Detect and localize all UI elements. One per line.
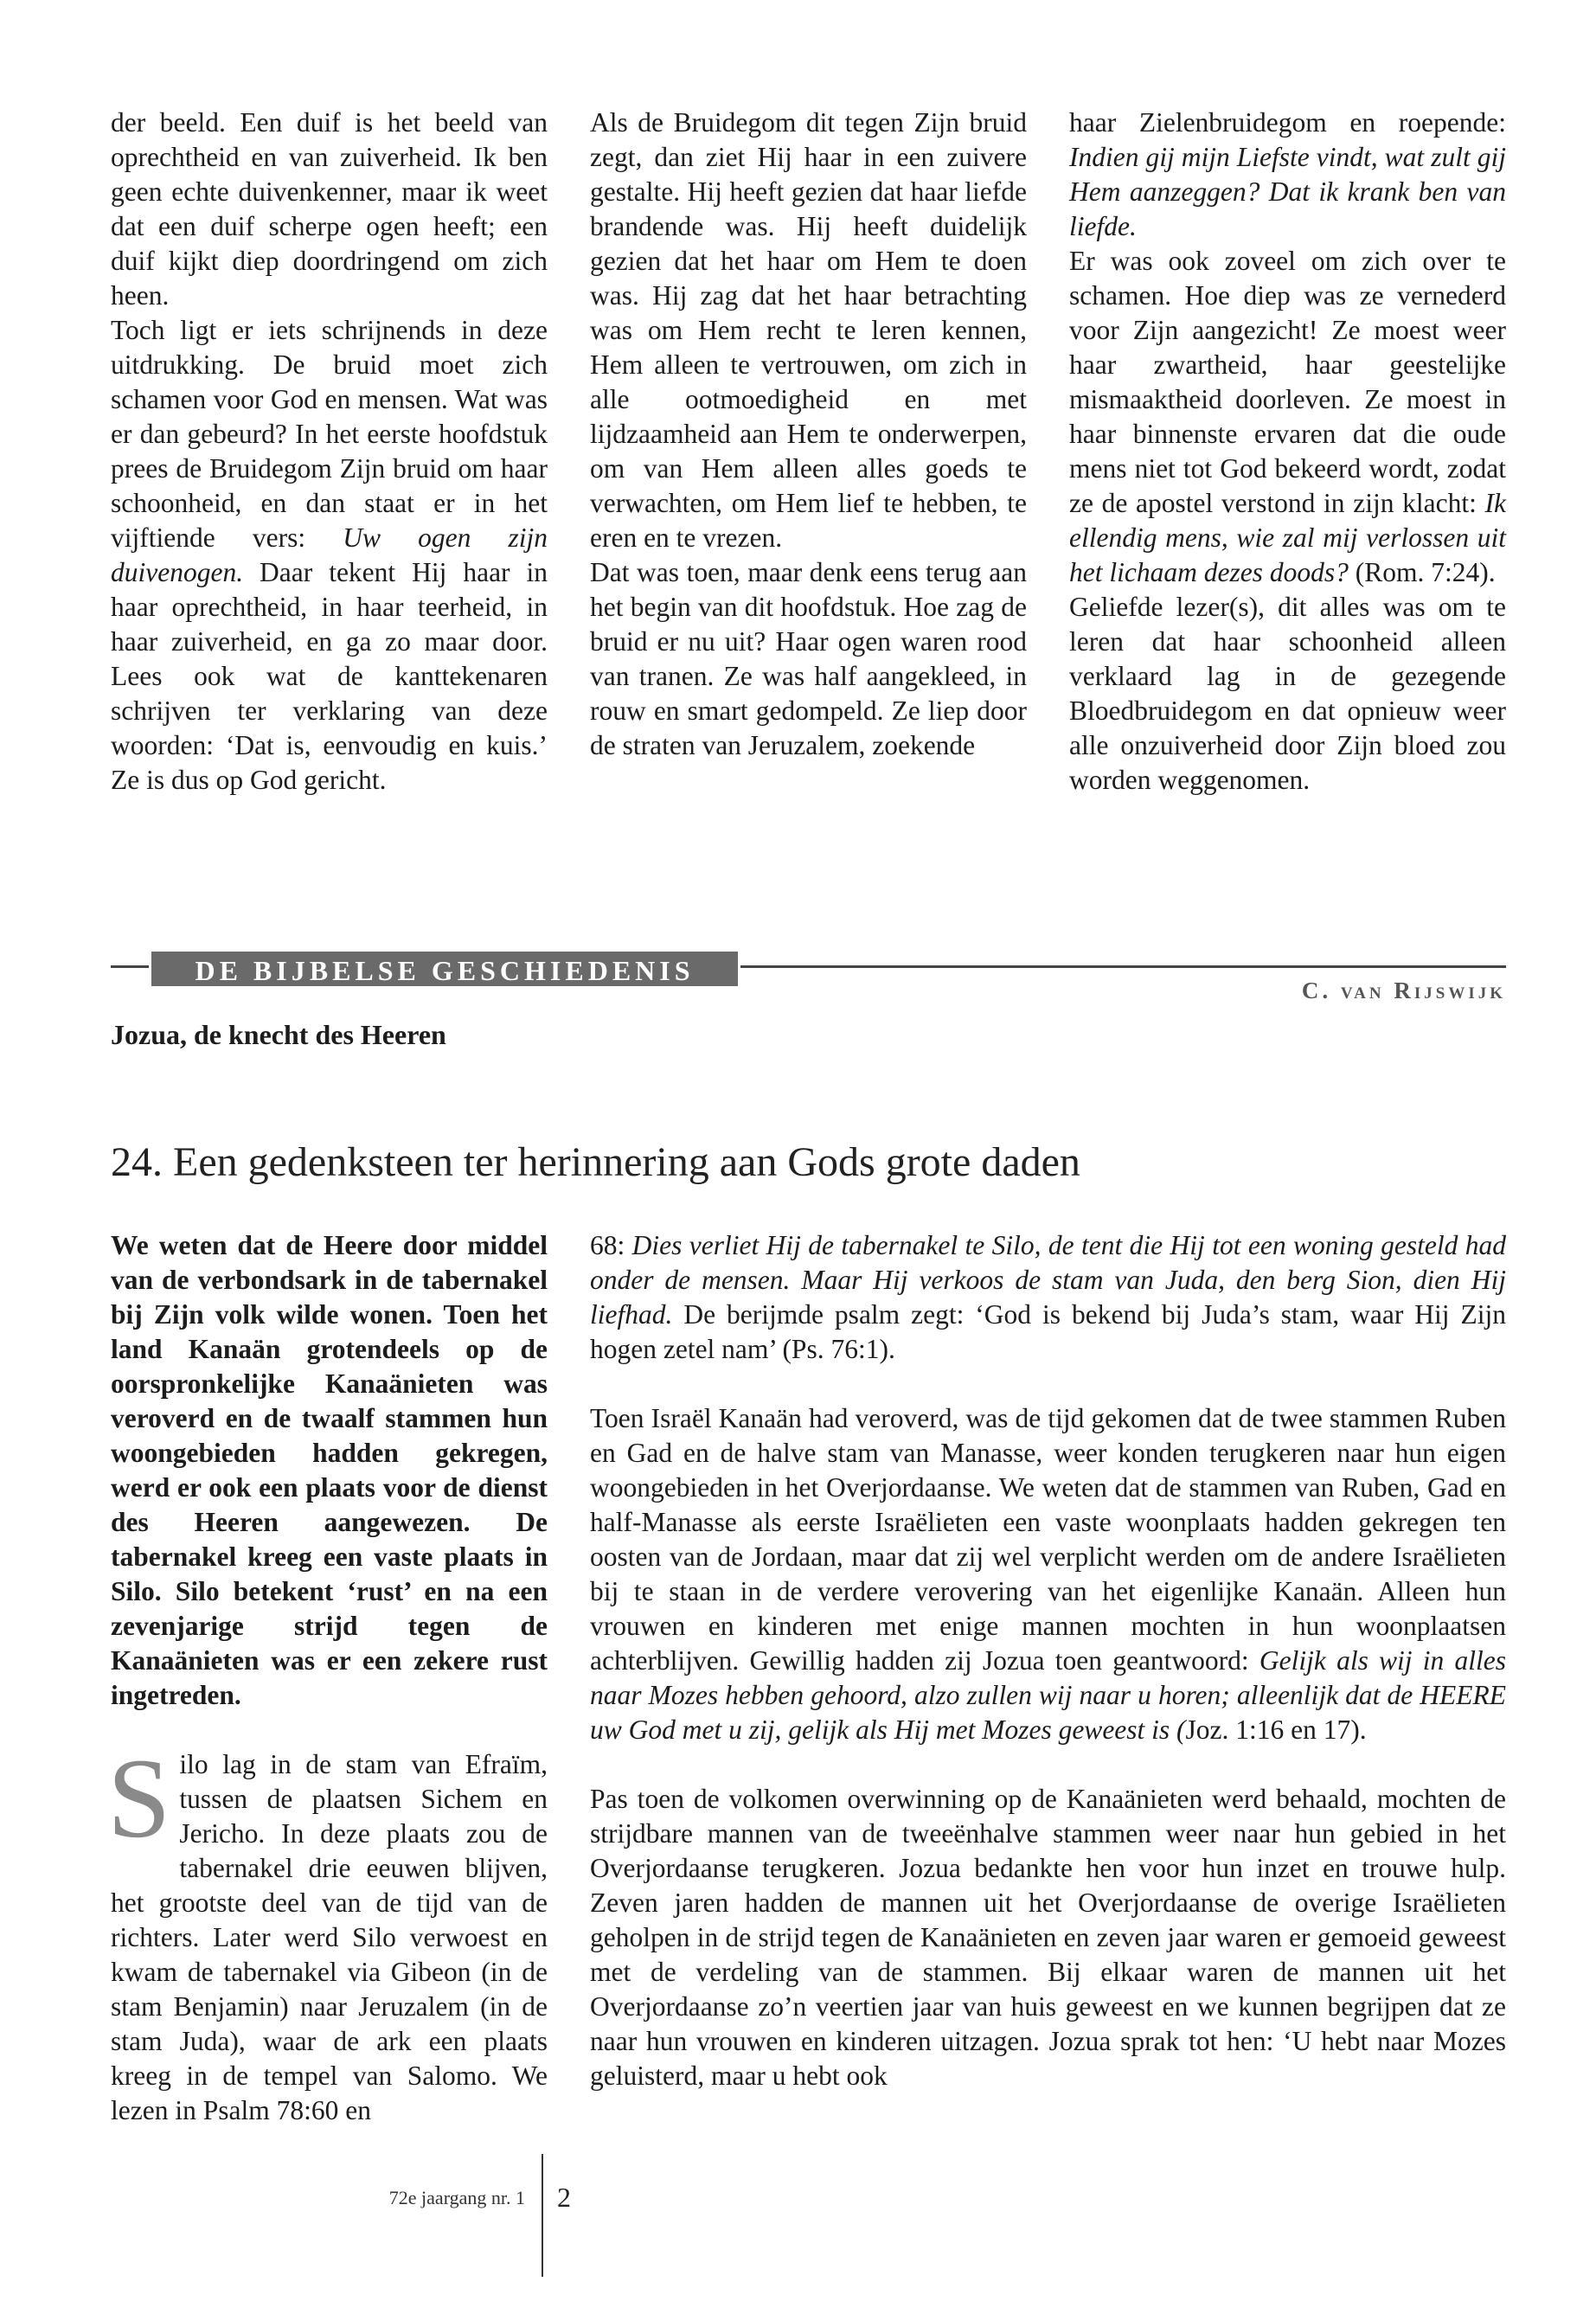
article-title: 24. Een gedenksteen ter herinnering aan Gods grote daden — [111, 1139, 1080, 1186]
paragraph: Pas toen de volkomen overwinning op de Kanaänieten werd behaald, mochten de strijdbare mannen van de tweeënhalve stammen weer naar hun gebied in het Overjordaanse terugkeren. Jozua bedankte hen voor hun inzet en trouwe hulp. Zeven jaren hadden de mannen uit het Overjordaanse de overige Israëlieten geholpen in de strijd tegen de Kanaänieten en zeven jaar waren er gemoeid geweest met de verdeling van de stammen. Bij elkaar waren de mannen uit het Overjordaanse zo’n veertien jaar van huis geweest en we kunnen begrijpen dat ze naar hun vrouwen en kinderen uitzagen. Jozua sprak tot hen: ‘U hebt naar Mozes geluisterd, maar u hebt ook — [590, 1784, 1506, 2091]
footer-divider — [542, 2154, 543, 2277]
series-title: Jozua, de knecht des Heeren — [111, 1019, 446, 1050]
drop-cap: S — [107, 1734, 171, 1862]
paragraph: haar Zielenbruidegom en roepende: Indien gij mijn Liefste vindt, wat zult gij Hem aanzeggen? Dat ik krank ben van liefde. — [1069, 107, 1506, 241]
paragraph: Geliefde lezer(s), dit alles was om te leren dat haar schoonheid alleen verklaard lag in de gezegende Bloedbruidegom en dat opnieuw weer alle onzuiverheid door Zijn bloed zou worden weggenomen. — [1069, 592, 1506, 795]
paragraph: Silo lag in de stam van Efraïm, tussen de plaatsen Sichem en Jericho. In deze plaats zou de tabernakel drie eeuwen blijven, het grootste deel van de tijd van de richters. Later werd Silo verwoest en kwam de tabernakel via Gibeon (in de stam Benjamin) naar Jeruzalem (in de stam Juda), waar de ark een plaats kreeg in de tempel van Salomo. We lezen in Psalm 78:60 en — [107, 1734, 548, 2125]
article-lead: We weten dat de Heere door middel van de verbondsark in de tabernakel bij Zijn volk wilde wonen. Toen het land Kanaän grotendeels op de oorspronkelijke Kanaänieten was veroverd en de twaalf stammen hun woongebieden hadden gekregen, werd er ook een plaats voor de dienst des Heeren aangewezen. De tabernakel kreeg een vaste plaats in Silo. Silo betekent ‘rust’ en na een zevenjarige strijd tegen de Kanaänieten was er een zekere rust ingetreden. — [111, 1230, 548, 1710]
paragraph: Er was ook zoveel om zich over te schamen. Hoe diep was ze vernederd voor Zijn aangezicht! Ze moest weer haar zwartheid, haar geestelijke mismaaktheid doorleven. Ze moest in haar binnenste ervaren dat die oude mens niet tot God bekeerd wordt, zodat ze de apostel verstond in zijn klacht: Ik ellendig mens, wie zal mij verlossen uit het lichaam dezes doods? (Rom. 7:24). — [1069, 246, 1506, 587]
issue-label: 72e jaargang nr. 1 — [388, 2187, 525, 2208]
rubric-label: DE BIJBELSE GESCHIEDENIS — [149, 949, 740, 989]
paragraph: Als de Bruidegom dit tegen Zijn bruid zegt, dan ziet Hij haar in een zuivere gestalte. Hij heeft gezien dat haar liefde brandende was. Hij heeft duidelijk gezien dat het haar om Hem te doen was. Hij zag dat het haar betrachting was om Hem recht te leren kennen, Hem alleen te vertrouwen, om zich in alle ootmoedigheid en met lijdzaamheid aan Hem te onderwerpen, om van Hem alleen alles goeds te verwachten, om Hem lief te hebben, te eren en te vrezen. — [590, 107, 1027, 553]
paragraph: Toen Israël Kanaän had veroverd, was de tijd gekomen dat de twee stammen Ruben en Gad en de halve stam van Manasse, weer konden terugkeren naar hun eigen woongebieden in het Overjordaanse. We weten dat de stammen van Ruben, Gad en half-Manasse als eerste Israëlieten een vaste woonplaats hadden gekregen ten oosten van de Jordaan, maar dat zij wel verplicht werden om de andere Israëlieten bij te staan in de verdere verovering van het eigenlijke Kanaän. Alleen hun vrouwen en kinderen met enige mannen mochten in hun woonplaatsen achterblijven. Gewillig hadden zij Jozua toen geantwoord: Gelijk als wij in alles naar Mozes hebben gehoord, alzo zullen wij naar u horen; alleenlijk dat de HEERE uw God met u zij, gelijk als Hij met Mozes geweest is (Joz. 1:16 en 17). — [590, 1403, 1506, 1745]
paragraph: der beeld. Een duif is het beeld van oprechtheid en van zuiverheid. Ik ben geen echte duivenkenner, maar ik weet dat een duif scherpe ogen heeft; een duif kijkt diep doordringend om zich heen. — [111, 107, 548, 311]
author-name: C. van Rijswijk — [1301, 977, 1506, 1003]
top-column-2 — [590, 106, 1027, 763]
top-column-1 — [111, 106, 548, 798]
paragraph: Dat was toen, maar denk eens terug aan het begin van dit hoofdstuk. Hoe zag de bruid er nu uit? Haar ogen waren rood van tranen. Ze was half aangekleed, in rouw en smart gedompeld. Ze liep door de straten van Jeruzalem, zoekende — [590, 557, 1027, 760]
top-column-3 — [1069, 106, 1506, 798]
article-column-2 — [590, 1228, 1506, 2128]
article-column-1 — [107, 1228, 548, 2128]
paragraph: 68: Dies verliet Hij de tabernakel te Silo, de tent die Hij tot een woning gesteld had onder de mensen. Maar Hij verkoos de stam van Juda, den berg Sion, dien Hij liefhad. De berijmde psalm zegt: ‘God is bekend bij Juda’s stam, waar Hij Zijn hogen zetel nam’ (Ps. 76:1). — [590, 1230, 1506, 1364]
paragraph: Toch ligt er iets schrijnends in deze uitdrukking. De bruid moet zich schamen voor God en mensen. Wat was er dan gebeurd? In het eerste hoofdstuk prees de Bruidegom Zijn bruid om haar schoonheid, en dan staat er in het vijftiende vers: Uw ogen zijn duivenogen. Daar tekent Hij haar in haar oprechtheid, in haar teerheid, in haar zuiverheid, en ga zo maar door. Lees ook wat de kanttekenaren schrijven ter verklaring van deze woorden: ‘Dat is, eenvoudig en kuis.’ Ze is dus op God gericht. — [111, 315, 548, 795]
page-number: 2 — [557, 2182, 571, 2213]
